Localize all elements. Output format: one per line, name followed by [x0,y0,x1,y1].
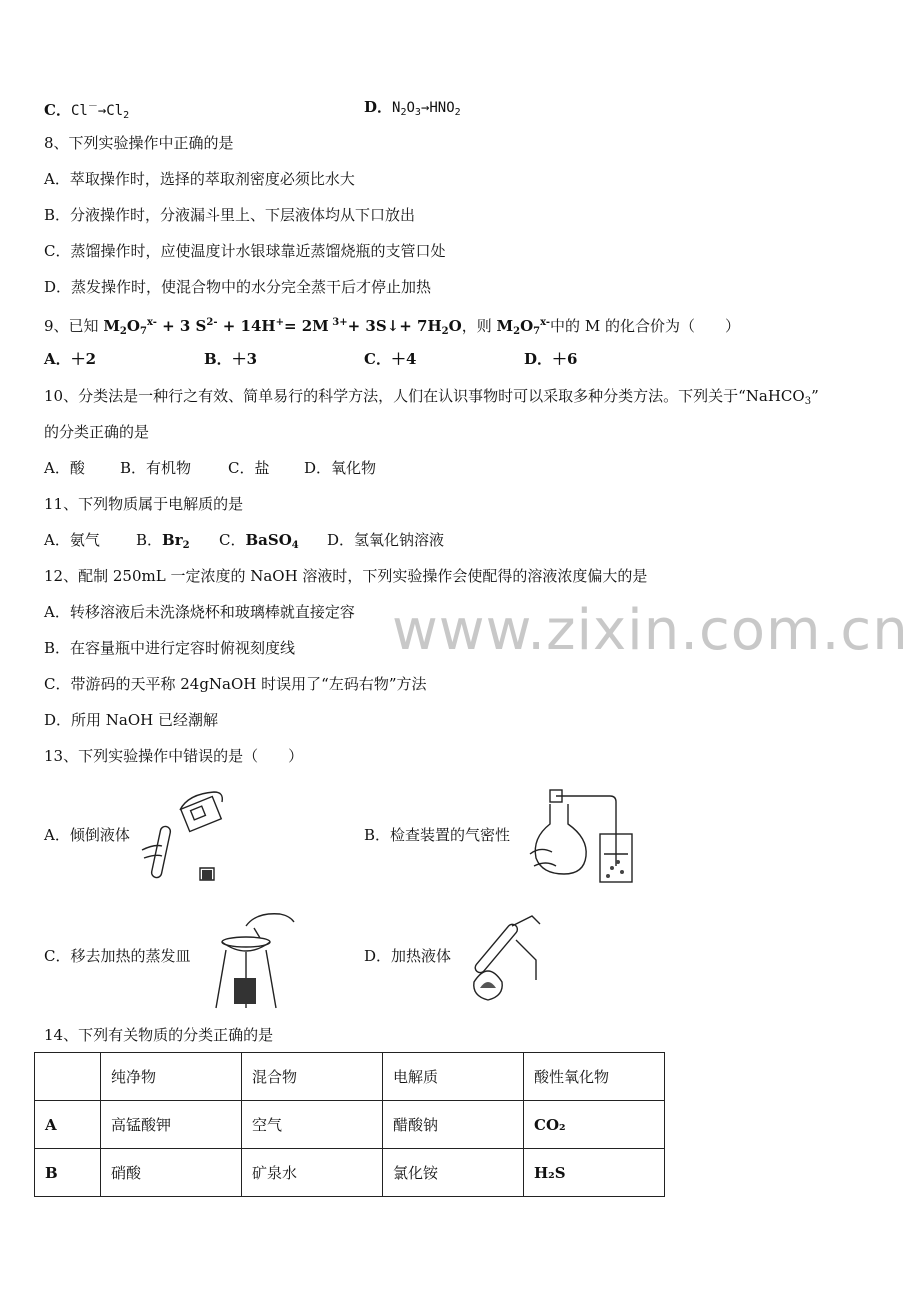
q10-option-b: B．有机物 [120,459,192,477]
table-cell: 硝酸 [101,1149,242,1197]
table-header-cell [35,1053,101,1101]
q11-option-c: C．BaSO$_4$ [219,531,299,551]
q13-option-b: B．检查装置的气密性 [364,826,511,844]
q9-equation: $M_2O_7^{x-} + 3$ $S^{2-} + 14H^+= 2M$ $^{3+}$+ 3S↓+ $7H_2O$ [103,317,462,337]
q12-option-d: D．所用 NaOH 已经潮解 [44,711,219,729]
pouring-liquid-figure [140,788,230,888]
q10-options [44,458,376,478]
q7-option-d: D．$N_2O_3\to HNO_2$ [364,98,461,118]
table-cell: 高锰酸钾 [101,1101,242,1149]
q10-stem-line1: 10、分类法是一种行之有效、简单易行的科学方法，人们在认识事物时可以采取多种分类方法。下列关于“NaHCO$_3$” [44,387,819,407]
q9-option-a: A．＋2 [44,350,97,368]
q8-option-b: B．分液操作时，分液漏斗里上、下层液体均从下口放出 [44,206,416,224]
q9-option-d: D．＋6 [524,350,578,368]
q12-stem: 12、配制 250mL 一定浓度的 NaOH 溶液时，下列实验操作会使配得的溶液浓度偏大的是 [44,567,648,585]
evaporating-dish-figure [206,906,302,1012]
table-header-cell: 纯净物 [101,1053,242,1101]
q13-stem: 13、下列实验操作中错误的是（ ） [44,747,304,765]
q13-option-d: D．加热液体 [364,947,452,965]
heating-liquid-figure [460,910,556,1006]
table-header-cell: 混合物 [242,1053,383,1101]
table-cell: 空气 [242,1101,383,1149]
q13-option-c: C．移去加热的蒸发皿 [44,947,191,965]
table-cell: CO₂ [524,1101,665,1149]
q8-option-d: D．蒸发操作时，使混合物中的水分完全蒸干后才停止加热 [44,278,432,296]
table-header-cell: 电解质 [383,1053,524,1101]
table-cell: 醋酸钠 [383,1101,524,1149]
q9-options [44,349,577,369]
q9-option-b: B．＋3 [204,350,258,368]
table-row [35,1101,665,1149]
q10-option-a: A．酸 [44,459,85,477]
table-cell: B [35,1149,101,1197]
airtightness-check-figure [528,784,638,888]
table-row [35,1149,665,1197]
q7-d-label: D． [364,98,393,116]
q11-option-b: B．$Br_2$ [136,531,190,551]
q11-option-a: A．氨气 [44,531,100,549]
q11-option-d: D．氢氧化钠溶液 [327,531,445,549]
table-cell: A [35,1101,101,1149]
table-cell: 氯化铵 [383,1149,524,1197]
q7-option-c: C．$Cl^-\to Cl_2$ [44,101,130,121]
q9-stem: 9、已知 $M_2O_7^{x-} + 3$ $S^{2-} + 14H^+= 2M$ $^{3+}$+ 3S↓+ $7H_2O$，则 $M_2O_7^{x-}$中的 M 的化合价为（ ） [44,317,740,337]
q12-option-b: B．在容量瓶中进行定容时俯视刻度线 [44,639,296,657]
table-header-row [35,1053,665,1101]
table-cell: H₂S [524,1149,665,1197]
q8-option-c: C．蒸馏操作时，应使温度计水银球靠近蒸馏烧瓶的支管口处 [44,242,446,260]
q11-options [44,530,444,556]
q14-stem: 14、下列有关物质的分类正确的是 [44,1026,274,1044]
q8-option-a: A．萃取操作时，选择的萃取剂密度必须比水大 [44,170,355,188]
watermark: www.zixin.com.cn [392,598,909,663]
q10-option-d: D．氧化物 [304,459,377,477]
table-header-cell: 酸性氧化物 [524,1053,665,1101]
classification-table [34,1052,665,1197]
q9-option-c: C．＋4 [364,350,417,368]
q11-stem: 11、下列物质属于电解质的是 [44,495,244,513]
q12-option-a: A．转移溶液后未洗涤烧杯和玻璃棒就直接定容 [44,603,355,621]
table-cell: 矿泉水 [242,1149,383,1197]
q10-option-c: C．盐 [228,459,270,477]
q13-option-a: A．倾倒液体 [44,826,130,844]
q10-stem-line2: 的分类正确的是 [44,423,150,441]
q8-stem: 8、下列实验操作中正确的是 [44,134,234,152]
q12-option-c: C．带游码的天平称 24gNaOH 时误用了“左码右物”方法 [44,675,427,693]
q7-c-label: C． [44,101,71,119]
